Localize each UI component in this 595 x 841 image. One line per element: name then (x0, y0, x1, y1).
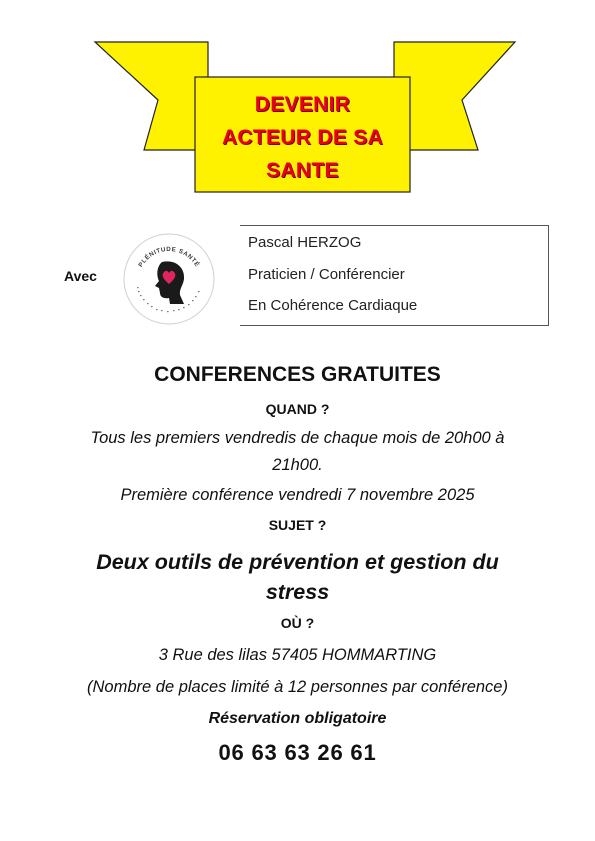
logo-arc-text: PLÉNITUDE SANTÉ (137, 245, 201, 269)
head-heart-icon (122, 232, 216, 326)
when-text-line-1: Tous les premiers vendredis de chaque mois de 20h00 à (90, 429, 505, 447)
phone-number[interactable]: 06 63 63 26 61 (218, 740, 377, 765)
banner-title (195, 88, 410, 187)
avec-label: Avec (64, 268, 97, 284)
places-limit: (Nombre de places limité à 12 personnes par conférence) (87, 678, 508, 696)
conferences-heading: CONFERENCES GRATUITES (154, 363, 441, 386)
presenter-specialty: En Cohérence Cardiaque (248, 297, 418, 314)
ribbon-right-tail (394, 42, 515, 150)
subject-label: SUJET ? (268, 517, 327, 533)
presenter-name: Pascal HERZOG (248, 234, 362, 251)
reservation-required: Réservation obligatoire (208, 710, 387, 727)
first-conference-date: Première conférence vendredi 7 novembre 2025 (120, 486, 475, 504)
presenter-box (240, 225, 549, 326)
banner-title-line-2 (195, 121, 410, 154)
where-label: OÙ ? (280, 615, 315, 631)
banner-title-line-3 (195, 154, 410, 187)
address: 3 Rue des lilas 57405 HOMMARTING (158, 646, 437, 664)
banner-title-line-1 (195, 88, 410, 121)
when-label: QUAND ? (265, 401, 330, 417)
banner-title-text-2: ACTEUR DE SA (221, 126, 384, 149)
subject-line-1: Deux outils de prévention et gestion du (96, 550, 499, 574)
banner-title-text-1: DEVENIR (254, 93, 351, 116)
subject-line-2: stress (265, 580, 330, 604)
banner-title-text-3: SANTE (266, 159, 339, 182)
presenter-role: Praticien / Conférencier (248, 266, 405, 283)
ribbon-left-tail (95, 42, 208, 150)
when-text-line-2: 21h00. (272, 456, 323, 474)
